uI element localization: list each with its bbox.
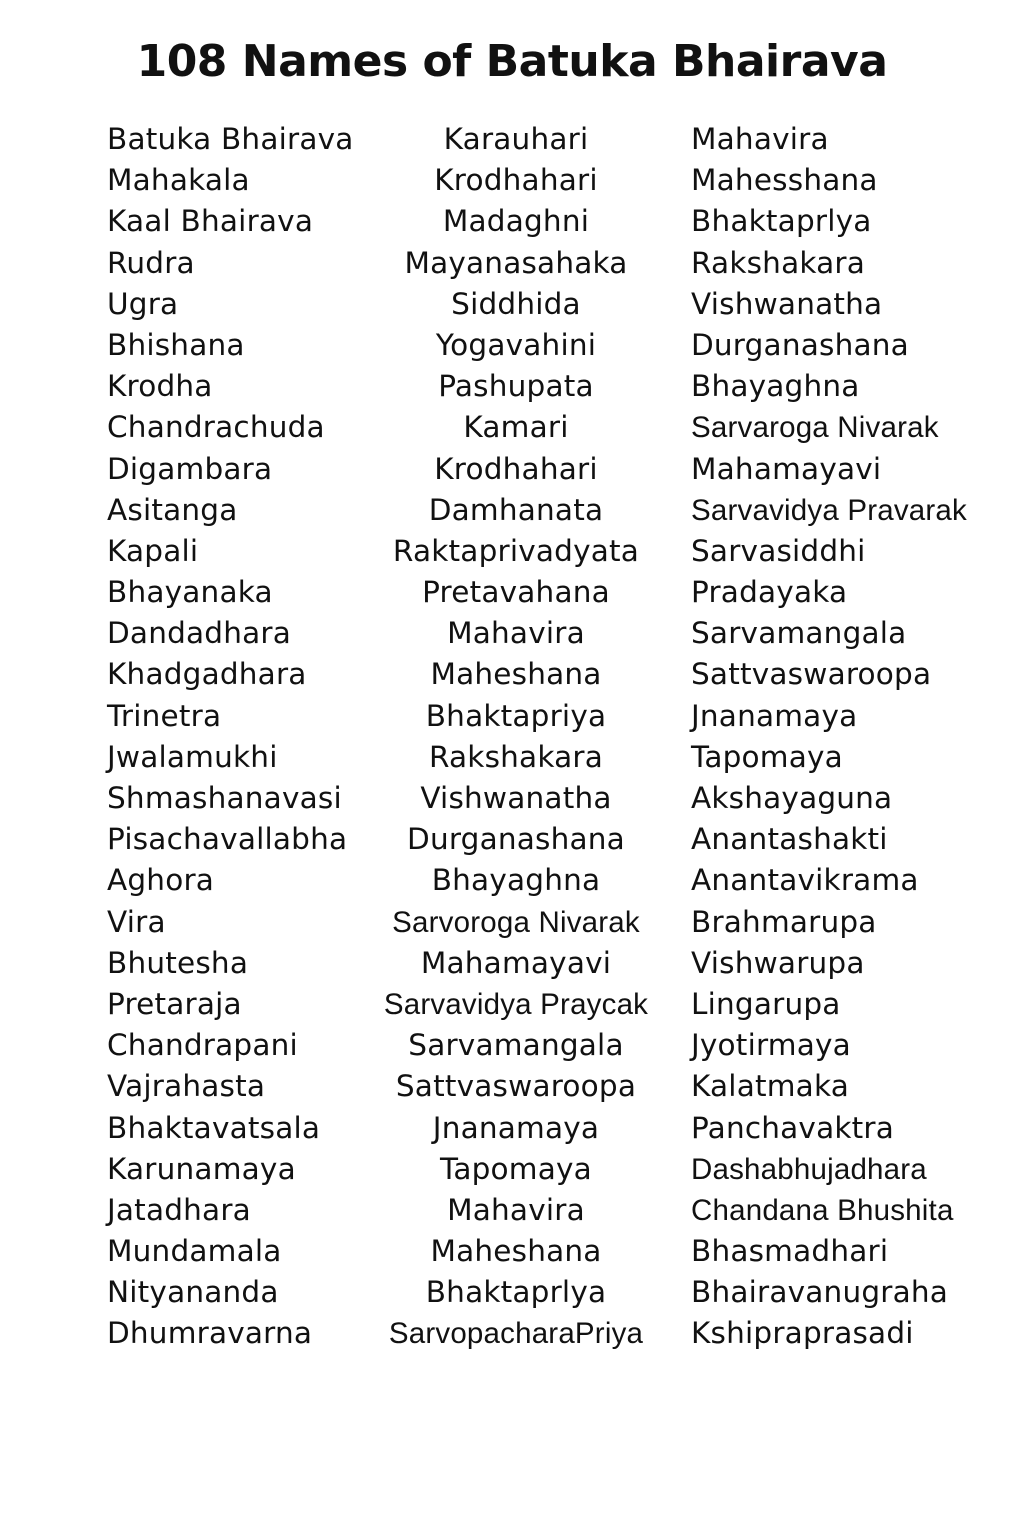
name-item: Lingarupa <box>691 986 841 1021</box>
name-item: Bhaktapriya <box>425 698 607 733</box>
name-item: Bhayaghna <box>691 369 860 404</box>
name-item: Kalatmaka <box>691 1069 850 1104</box>
name-item: Bhasmadhari <box>691 1234 889 1269</box>
name-item: Panchavaktra <box>691 1110 895 1145</box>
name-item: Bhaktaprlya <box>425 1275 607 1310</box>
name-item: Bhaktaprlya <box>691 204 872 239</box>
name-item: Sarvoroga Nivarak <box>392 905 640 939</box>
name-item: Kamari <box>463 410 569 445</box>
name-item: Raktaprivadyata <box>392 533 640 568</box>
name-item: Dashabhujadhara <box>691 1152 927 1186</box>
name-item: Yogavahini <box>435 327 597 362</box>
name-item: Sarvamangala <box>691 616 907 651</box>
name-item: Tapomaya <box>440 1151 592 1186</box>
name-item: Pradayaka <box>691 575 848 610</box>
name-item: Shmashanavasi <box>107 781 342 815</box>
name-item: Digambara <box>107 451 273 486</box>
name-item: Bhairavanugraha <box>691 1275 949 1310</box>
name-item: Sattvaswaroopa <box>395 1069 637 1104</box>
name-item: Karunamaya <box>107 1151 296 1186</box>
name-item: Karauhari <box>443 122 589 156</box>
name-item: Jyotirmaya <box>691 1028 851 1063</box>
name-item: Rakshakara <box>428 739 603 774</box>
name-item: Rudra <box>107 245 195 280</box>
name-item: Akshayaguna <box>691 781 893 815</box>
name-item: Kaal Bhairava <box>107 204 314 239</box>
page-title: 108 Names of Batuka Bhairava <box>136 36 888 87</box>
name-item: Mahesshana <box>691 163 878 198</box>
name-item: Mahakala <box>107 163 250 198</box>
name-item: Jnanamaya <box>432 1110 600 1145</box>
name-item: Kapali <box>107 533 199 568</box>
name-item: Jatadhara <box>107 1192 251 1227</box>
name-item: Krodha <box>107 369 213 404</box>
name-item: Brahmarupa <box>691 904 877 939</box>
name-item: Mahamayavi <box>691 451 882 486</box>
name-item: Bhishana <box>107 327 245 362</box>
name-item: Batuka Bhairava <box>107 122 354 156</box>
name-item: Sarvamangala <box>408 1028 624 1063</box>
name-item: Vajrahasta <box>107 1069 266 1104</box>
names-column-2 <box>382 119 650 1355</box>
name-item: Mayanasahaka <box>404 245 628 280</box>
name-item: Chandana Bhushita <box>691 1193 954 1227</box>
name-item: Mahavira <box>447 1192 585 1227</box>
name-item: Bhayanaka <box>107 575 273 610</box>
names-column-1 <box>107 119 397 1355</box>
name-item: Madaghni <box>442 204 590 239</box>
name-item: Dhumravarna <box>107 1316 313 1351</box>
name-item: SarvopacharaPriya <box>388 1317 644 1351</box>
name-item: Vishwanatha <box>691 286 883 321</box>
name-item: Vishwanatha <box>420 781 612 815</box>
name-item: Nityananda <box>107 1275 279 1310</box>
name-item: Mundamala <box>107 1234 282 1269</box>
name-item: Asitanga <box>107 492 238 527</box>
name-item: Pisachavallabha <box>107 822 348 857</box>
name-item: Mahavira <box>447 616 585 651</box>
name-item: Jwalamukhi <box>107 739 278 774</box>
name-item: Pretaraja <box>107 986 242 1021</box>
name-item: Tapomaya <box>691 739 843 774</box>
name-item: Vishwarupa <box>691 945 865 980</box>
name-item: Rakshakara <box>691 245 866 280</box>
name-item: Aghora <box>107 863 215 898</box>
name-item: Chandrapani <box>107 1028 298 1063</box>
name-item: Chandrachuda <box>107 410 325 445</box>
name-item: Mahavira <box>691 122 829 156</box>
name-item: Sarvavidya Praycak <box>383 987 649 1021</box>
name-item: Vira <box>107 904 166 939</box>
name-item: Jnanamaya <box>691 698 858 733</box>
name-item: Sarvavidya Pravarak <box>691 493 967 527</box>
name-item: Ugra <box>107 286 179 321</box>
name-item: Dandadhara <box>107 616 291 651</box>
name-item: Durganashana <box>691 327 909 362</box>
name-item: Khadgadhara <box>107 657 307 692</box>
name-item: Damhanata <box>428 492 604 527</box>
name-item: Sarvasiddhi <box>691 533 866 568</box>
name-item: Krodhahari <box>434 163 598 198</box>
name-item: Anantavikrama <box>691 863 919 898</box>
names-column-3 <box>691 119 1011 1355</box>
name-item: Maheshana <box>430 657 602 692</box>
name-item: Pashupata <box>438 369 594 404</box>
name-item: Maheshana <box>430 1234 602 1269</box>
name-item: Pretavahana <box>422 575 610 610</box>
name-item: Kshipraprasadi <box>691 1316 914 1351</box>
name-item: Siddhida <box>451 286 581 321</box>
name-item: Anantashakti <box>691 822 888 857</box>
name-item: Durganashana <box>407 822 625 857</box>
name-item: Sarvaroga Nivarak <box>691 411 939 445</box>
name-item: Bhayaghna <box>431 863 601 898</box>
name-item: Bhaktavatsala <box>107 1110 321 1145</box>
name-item: Krodhahari <box>434 451 598 486</box>
name-item: Sattvaswaroopa <box>691 657 932 692</box>
name-item: Mahamayavi <box>420 945 612 980</box>
name-item: Bhutesha <box>107 945 249 980</box>
name-item: Trinetra <box>107 698 222 733</box>
